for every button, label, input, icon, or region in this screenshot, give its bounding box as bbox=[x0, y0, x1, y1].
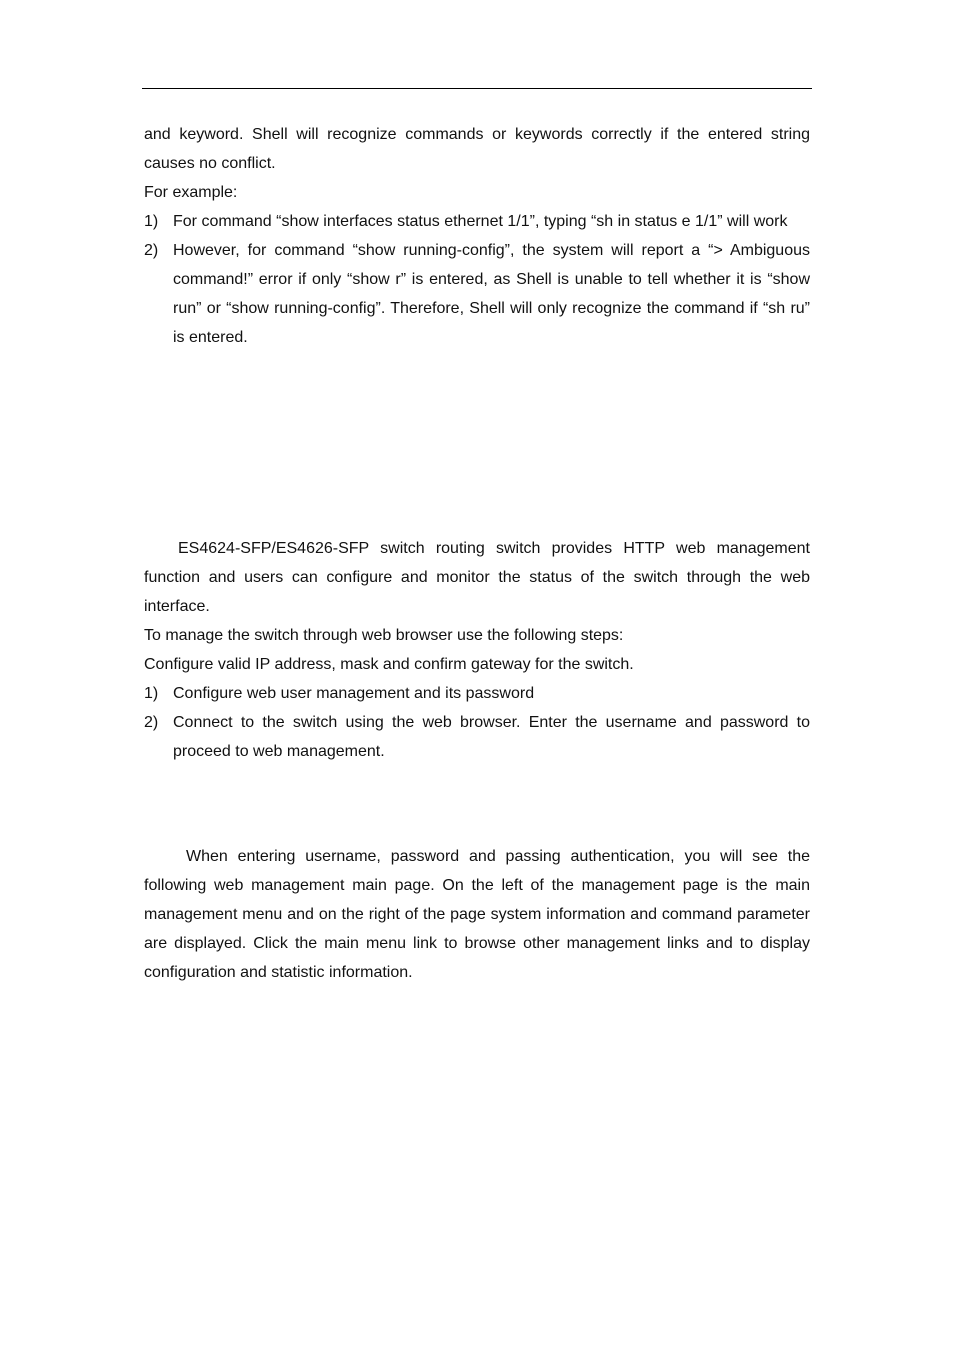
section-shell-abbreviation bbox=[144, 120, 810, 352]
web-config-paragraph: Configure valid IP address, mask and confirm gateway for the switch. bbox=[144, 656, 634, 673]
list-item bbox=[144, 708, 810, 766]
list-item-number: 1) bbox=[144, 213, 159, 230]
web-steps-list bbox=[144, 679, 810, 766]
intro-paragraph: and keyword. Shell will recognize commands or keywords correctly if the entered string causes no conflict. bbox=[144, 126, 810, 172]
header-rule bbox=[142, 88, 812, 89]
list-item-text: However, for command “show running-config”, the system will report a “> Ambiguous command!” error if only “show r” is entered, as Shell is unable to tell whether it is “show run” or “show running-config”. Therefore, Shell will only recognize the command if “sh ru” is entered. bbox=[173, 242, 810, 346]
list-item-number: 1) bbox=[144, 685, 159, 702]
section-web-management bbox=[144, 534, 810, 766]
web-intro-paragraph: ES4624-SFP/ES4626-SFP switch routing switch provides HTTP web management function and users can configure and monitor the status of the switch through the web interface. bbox=[144, 540, 810, 615]
main-page-paragraph: When entering username, password and passing authentication, you will see the following web management main page. On the left of the management page is the main management menu and on the right of the page system information and command parameter are displayed. Click the main menu link to browse other management links and to display configuration and statistic information. bbox=[144, 848, 810, 981]
list-item-text: For command “show interfaces status ethernet 1/1”, typing “sh in status e 1/1” will work bbox=[173, 213, 788, 230]
list-item bbox=[144, 236, 810, 352]
example-label: For example: bbox=[144, 184, 238, 201]
section-main-page bbox=[144, 842, 810, 987]
example-list bbox=[144, 207, 810, 352]
list-item-text: Connect to the switch using the web browser. Enter the username and password to proceed to web management. bbox=[173, 714, 810, 760]
list-item-text: Configure web user management and its password bbox=[173, 685, 535, 702]
list-item-number: 2) bbox=[144, 714, 159, 731]
list-item-number: 2) bbox=[144, 242, 159, 259]
list-item bbox=[144, 679, 810, 708]
list-item bbox=[144, 207, 810, 236]
web-steps-intro: To manage the switch through web browser use the following steps: bbox=[144, 627, 624, 644]
